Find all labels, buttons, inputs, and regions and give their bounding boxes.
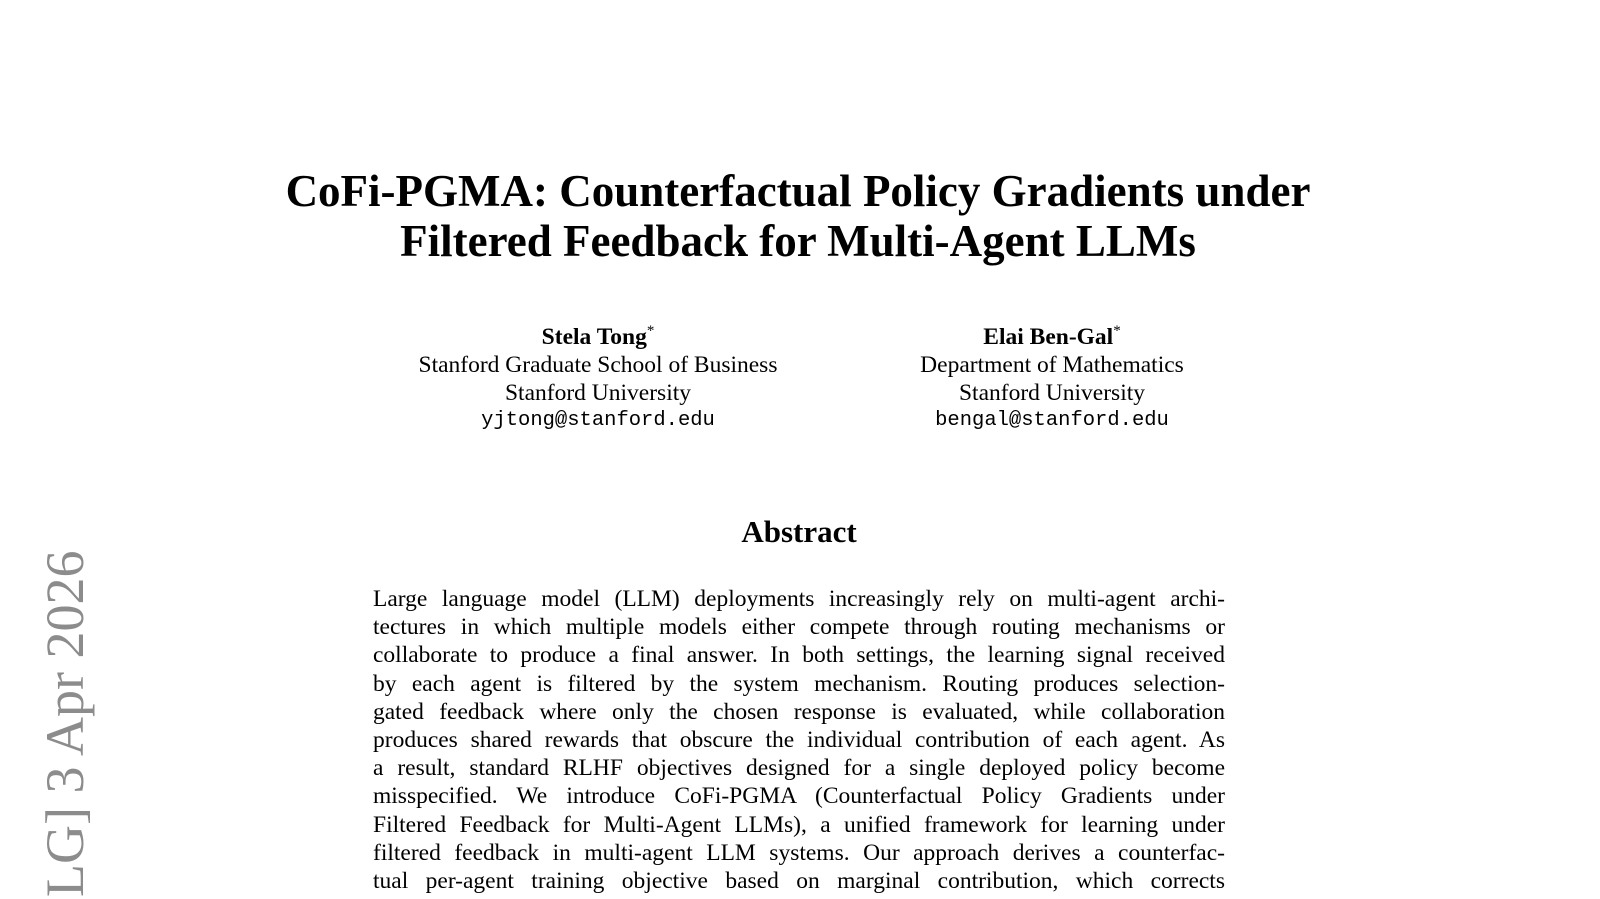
abstract-line: by each agent is filtered by the system mechanism. Routing produces selection- bbox=[373, 670, 1225, 697]
author-1-affiliation-2: Stanford University bbox=[504, 380, 691, 406]
author-2-affiliation-2: Stanford University bbox=[958, 380, 1145, 406]
author-2-affiliation-1: Department of Mathematics bbox=[920, 352, 1184, 378]
abstract-line: misspecified. We introduce CoFi-PGMA (Counterfactual Policy Gradients under bbox=[373, 783, 1225, 810]
abstract-line: collaborate to produce a final answer. In both settings, the learning signal received bbox=[373, 642, 1225, 669]
author-2-name-text: Elai Ben-Gal bbox=[983, 324, 1114, 350]
paper-title-line2: Filtered Feedback for Multi-Agent LLMs bbox=[400, 216, 1196, 266]
author-1-email: yjtong@stanford.edu bbox=[481, 409, 715, 432]
author-2-footnote-marker: * bbox=[1113, 323, 1121, 340]
abstract-text bbox=[373, 585, 1225, 895]
abstract-line: tectures in which multiple models either compete through routing mechanisms or bbox=[373, 614, 1225, 641]
abstract-line: a result, standard RLHF objectives designed for a single deployed policy become bbox=[373, 755, 1225, 782]
author-2-name bbox=[827, 323, 1277, 351]
abstract-line: gated feedback where only the chosen response is evaluated, while collaboration bbox=[373, 698, 1225, 725]
author-1-name-text: Stela Tong bbox=[541, 324, 647, 350]
abstract-section bbox=[373, 513, 1225, 550]
author-1-affiliation-1: Stanford Graduate School of Business bbox=[418, 352, 778, 378]
abstract-heading: Abstract bbox=[741, 514, 857, 549]
abstract-line: tual per-agent training objective based on marginal contribution, which corrects bbox=[373, 867, 1225, 894]
author-block-2 bbox=[827, 323, 1277, 435]
abstract-line: Filtered Feedback for Multi-Agent LLMs), a unified framework for learning under bbox=[373, 811, 1225, 838]
arxiv-watermark: LG] 3 Apr 2026 bbox=[35, 550, 95, 897]
abstract-line: Large language model (LLM) deployments increasingly rely on multi-agent archi- bbox=[373, 586, 1225, 612]
author-2-email: bengal@stanford.edu bbox=[935, 409, 1169, 432]
author-1-name bbox=[373, 323, 823, 351]
author-block-1 bbox=[373, 323, 823, 435]
author-1-footnote-marker: * bbox=[646, 323, 655, 340]
abstract-line: produces shared rewards that obscure the individual contribution of each agent. As bbox=[373, 726, 1225, 753]
paper-title bbox=[0, 166, 1596, 266]
paper-title-line1: CoFi-PGMA: Counterfactual Policy Gradients under bbox=[285, 166, 1311, 216]
abstract-line: filtered feedback in multi-agent LLM systems. Our approach derives a counterfac- bbox=[373, 839, 1225, 866]
